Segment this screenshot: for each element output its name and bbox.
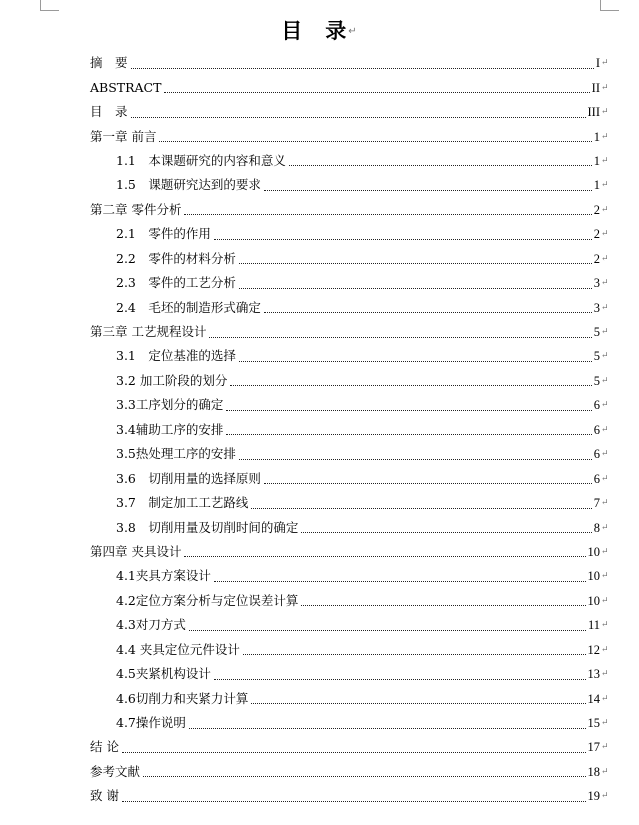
toc-entry-page-number: 7 — [593, 496, 600, 511]
toc-entry[interactable] — [90, 540, 610, 564]
toc-dot-leader — [251, 508, 591, 509]
toc-entry[interactable] — [90, 564, 610, 588]
toc-entry-page-number: 12 — [587, 642, 600, 657]
paragraph-mark-icon: ↵ — [601, 742, 609, 753]
paragraph-mark-icon: ↵ — [601, 718, 609, 729]
toc-entry[interactable] — [90, 760, 610, 784]
toc-entry[interactable] — [90, 686, 610, 710]
paragraph-mark-icon: ↵ — [601, 669, 609, 680]
paragraph-mark-icon: ↵ — [601, 253, 609, 264]
toc-entry-label: 3.1 定位基准的选择 — [116, 348, 236, 364]
paragraph-mark-icon: ↵ — [601, 498, 609, 509]
toc-entry-page-number: 5 — [593, 325, 600, 340]
toc-dot-leader — [122, 752, 586, 753]
toc-entry[interactable] — [90, 613, 610, 637]
toc-entry[interactable] — [90, 491, 610, 515]
toc-entry-page-number: 19 — [587, 789, 600, 804]
paragraph-mark-icon: ↵ — [601, 180, 609, 191]
toc-entry-label: 2.3 零件的工艺分析 — [116, 275, 236, 291]
toc-entry[interactable] — [90, 735, 610, 759]
paragraph-mark-icon: ↵ — [601, 351, 609, 362]
toc-entry-page-number: III — [587, 105, 600, 120]
toc-dot-leader — [301, 532, 591, 533]
toc-entry-label: 摘 要 — [90, 55, 128, 71]
toc-entry-page-number: 17 — [587, 740, 600, 755]
crop-mark-left-horizontal — [40, 10, 59, 11]
toc-title-text: 目 录 — [281, 19, 348, 43]
toc-dot-leader — [189, 728, 586, 729]
toc-entry[interactable] — [90, 418, 610, 442]
toc-entry-label: 4.4 夹具定位元件设计 — [116, 641, 240, 657]
toc-dot-leader — [230, 385, 591, 386]
toc-entry-label: 结 论 — [90, 739, 119, 755]
paragraph-mark-icon: ↵ — [601, 644, 609, 655]
toc-entry[interactable] — [90, 662, 610, 686]
toc-dot-leader — [131, 117, 586, 118]
toc-dot-leader — [159, 141, 591, 142]
toc-dot-leader — [164, 92, 589, 93]
toc-entry-page-number: 5 — [593, 373, 600, 388]
toc-entry-label: 4.2定位方案分析与定位误差计算 — [116, 592, 299, 608]
toc-entry[interactable] — [90, 393, 610, 417]
toc-entry-page-number: 5 — [593, 349, 600, 364]
toc-entry-page-number: 10 — [587, 593, 600, 608]
toc-dot-leader — [264, 483, 592, 484]
paragraph-mark-icon: ↵ — [601, 82, 609, 93]
toc-entry-page-number: 10 — [587, 569, 600, 584]
toc-entry-label: ABSTRACT — [90, 79, 162, 95]
toc-entry-label: 3.7 制定加工工艺路线 — [116, 495, 249, 511]
toc-entry[interactable] — [90, 711, 610, 735]
toc-entry[interactable] — [90, 515, 610, 539]
paragraph-mark-icon: ↵ — [601, 791, 609, 802]
toc-entry[interactable] — [90, 51, 610, 75]
toc-entry-page-number: 3 — [593, 300, 600, 315]
toc-entry-label: 3.5热处理工序的安排 — [116, 446, 236, 462]
toc-entry-page-number: 10 — [587, 544, 600, 559]
toc-dot-leader — [143, 776, 585, 777]
paragraph-mark-icon: ↵ — [348, 26, 358, 37]
toc-entry-label: 4.3对刀方式 — [116, 617, 186, 633]
toc-entry-label: 3.2 加工阶段的划分 — [116, 372, 228, 388]
toc-entry-page-number: 13 — [587, 667, 600, 682]
toc-dot-leader — [214, 581, 586, 582]
toc-entry[interactable] — [90, 198, 610, 222]
toc-entry[interactable] — [90, 149, 610, 173]
paragraph-mark-icon: ↵ — [601, 766, 609, 777]
toc-entry-label: 3.4辅助工序的安排 — [116, 421, 224, 437]
paragraph-mark-icon: ↵ — [601, 327, 609, 338]
toc-entry-label: 第四章 夹具设计 — [90, 543, 182, 559]
toc-dot-leader — [184, 214, 591, 215]
paragraph-mark-icon: ↵ — [601, 375, 609, 386]
toc-entry-page-number: 18 — [587, 764, 600, 779]
toc-dot-leader — [251, 703, 585, 704]
table-of-contents — [90, 51, 610, 809]
toc-entry-page-number: 6 — [593, 471, 600, 486]
toc-entry-page-number: I — [595, 56, 600, 71]
paragraph-mark-icon: ↵ — [601, 302, 609, 313]
toc-entry-label: 4.6切削力和夹紧力计算 — [116, 690, 249, 706]
paragraph-mark-icon: ↵ — [601, 107, 609, 118]
toc-dot-leader — [131, 68, 594, 69]
paragraph-mark-icon: ↵ — [601, 131, 609, 142]
toc-entry-page-number: 6 — [593, 447, 600, 462]
paragraph-mark-icon: ↵ — [601, 58, 609, 69]
toc-entry-label: 1.5 课题研究达到的要求 — [116, 177, 261, 193]
toc-entry[interactable] — [90, 320, 610, 344]
toc-entry[interactable] — [90, 124, 610, 148]
paragraph-mark-icon: ↵ — [601, 204, 609, 215]
toc-entry-page-number: 2 — [593, 202, 600, 217]
toc-dot-leader — [122, 801, 586, 802]
toc-entry-label: 致 谢 — [90, 788, 119, 804]
toc-entry-page-number: 1 — [593, 178, 600, 193]
toc-entry-label: 第三章 工艺规程设计 — [90, 324, 207, 340]
paragraph-mark-icon: ↵ — [601, 473, 609, 484]
paragraph-mark-icon: ↵ — [601, 155, 609, 166]
toc-dot-leader — [214, 679, 586, 680]
toc-entry-label: 3.6 切削用量的选择原则 — [116, 470, 261, 486]
toc-entry-page-number: 8 — [593, 520, 600, 535]
toc-dot-leader — [214, 239, 592, 240]
toc-dot-leader — [239, 288, 592, 289]
toc-entry[interactable] — [90, 271, 610, 295]
toc-dot-leader — [301, 605, 585, 606]
toc-entry-label: 2.4 毛坯的制造形式确定 — [116, 299, 261, 315]
toc-entry-label: 4.1夹具方案设计 — [116, 568, 211, 584]
toc-dot-leader — [264, 312, 592, 313]
toc-title — [0, 17, 639, 46]
toc-entry[interactable] — [90, 369, 610, 393]
paragraph-mark-icon: ↵ — [601, 278, 609, 289]
toc-entry-label: 4.7操作说明 — [116, 715, 186, 731]
paragraph-mark-icon: ↵ — [601, 595, 609, 606]
toc-dot-leader — [243, 654, 586, 655]
paragraph-mark-icon: ↵ — [601, 546, 609, 557]
paragraph-mark-icon: ↵ — [601, 620, 609, 631]
toc-dot-leader — [189, 630, 586, 631]
toc-entry[interactable] — [90, 295, 610, 319]
toc-dot-leader — [209, 337, 591, 338]
toc-dot-leader — [226, 410, 591, 411]
paragraph-mark-icon: ↵ — [601, 229, 609, 240]
toc-entry-label: 第二章 零件分析 — [90, 201, 182, 217]
toc-entry-label: 第一章 前言 — [90, 128, 157, 144]
toc-entry-page-number: 14 — [587, 691, 600, 706]
toc-entry[interactable] — [90, 247, 610, 271]
toc-entry[interactable] — [90, 100, 610, 124]
toc-dot-leader — [184, 556, 585, 557]
toc-dot-leader — [264, 190, 592, 191]
toc-dot-leader — [226, 434, 591, 435]
toc-entry[interactable] — [90, 638, 610, 662]
toc-entry-page-number: 15 — [587, 716, 600, 731]
toc-entry-label: 4.5夹紧机构设计 — [116, 666, 211, 682]
toc-entry[interactable] — [90, 173, 610, 197]
toc-entry[interactable] — [90, 466, 610, 490]
toc-entry[interactable] — [90, 344, 610, 368]
paragraph-mark-icon: ↵ — [601, 400, 609, 411]
toc-entry[interactable] — [90, 589, 610, 613]
toc-entry-label: 3.3工序划分的确定 — [116, 397, 224, 413]
toc-entry[interactable] — [90, 75, 610, 99]
toc-entry-page-number: 2 — [593, 251, 600, 266]
toc-entry-label: 2.2 零件的材料分析 — [116, 250, 236, 266]
toc-entry-label: 2.1 零件的作用 — [116, 226, 211, 242]
toc-entry[interactable] — [90, 222, 610, 246]
toc-entry-label: 3.8 切削用量及切削时间的确定 — [116, 519, 299, 535]
toc-entry-page-number: II — [591, 80, 600, 95]
crop-mark-right-horizontal — [600, 10, 619, 11]
toc-dot-leader — [239, 361, 592, 362]
toc-entry[interactable] — [90, 784, 610, 808]
paragraph-mark-icon: ↵ — [601, 571, 609, 582]
toc-entry-page-number: 6 — [593, 422, 600, 437]
toc-entry[interactable] — [90, 442, 610, 466]
toc-entry-label: 参考文献 — [90, 763, 141, 779]
paragraph-mark-icon: ↵ — [601, 693, 609, 704]
toc-entry-label: 目 录 — [90, 104, 128, 120]
toc-entry-page-number: 1 — [593, 129, 600, 144]
toc-entry-page-number: 3 — [593, 276, 600, 291]
toc-entry-page-number: 2 — [593, 227, 600, 242]
toc-entry-page-number: 11 — [587, 618, 600, 633]
toc-entry-label: 1.1 本课题研究的内容和意义 — [116, 152, 286, 168]
toc-dot-leader — [239, 263, 592, 264]
paragraph-mark-icon: ↵ — [601, 424, 609, 435]
toc-entry-page-number: 1 — [593, 153, 600, 168]
paragraph-mark-icon: ↵ — [601, 449, 609, 460]
toc-dot-leader — [289, 165, 592, 166]
toc-dot-leader — [239, 459, 592, 460]
paragraph-mark-icon: ↵ — [601, 522, 609, 533]
toc-entry-page-number: 6 — [593, 398, 600, 413]
